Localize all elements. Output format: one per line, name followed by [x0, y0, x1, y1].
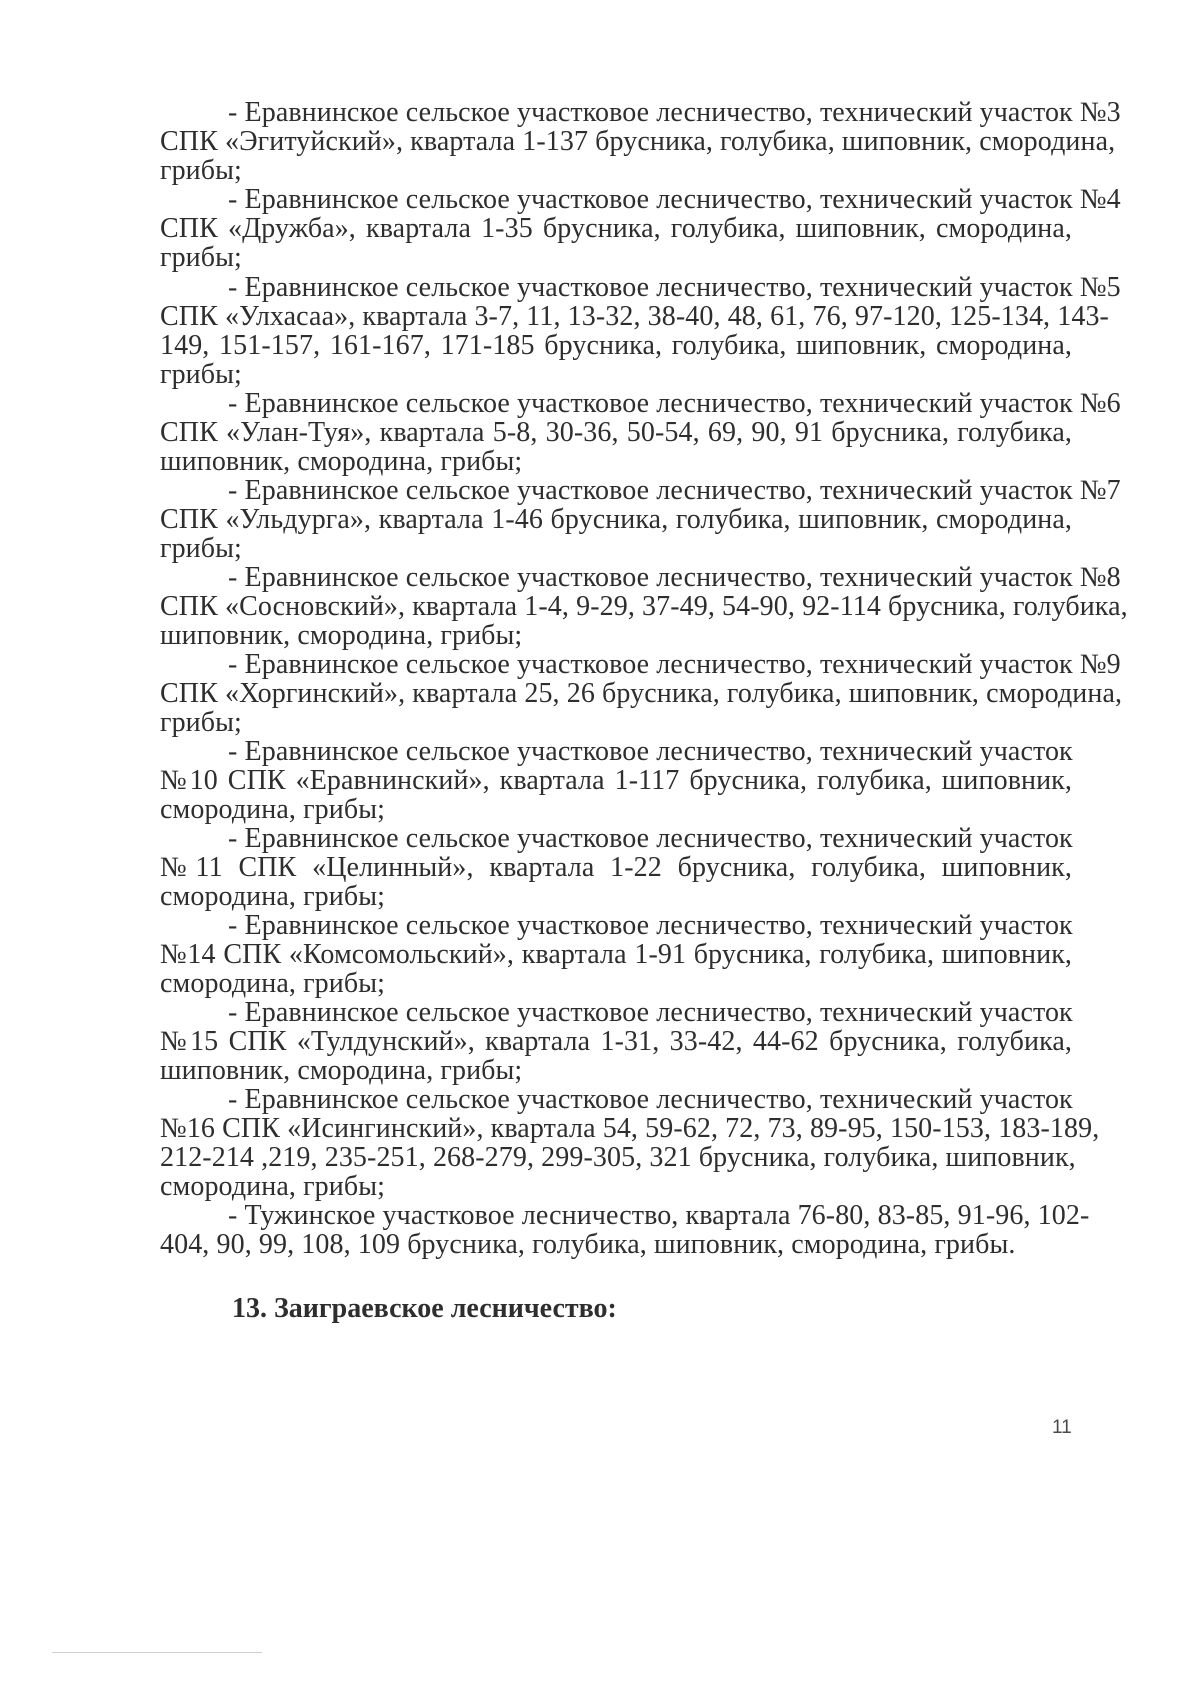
text-line: №16 СПК «Исингинский», квартала 54, 59-62, 72, 73, 89-95, 150-153, 183-189,: [160, 1113, 1100, 1144]
text-line: смородина, грибы;: [160, 1171, 385, 1202]
text-line: 149, 151-157, 161-167, 171-185 брусника, голубика, шиповник, смородина,: [160, 330, 1072, 361]
text-line: грибы;: [160, 359, 242, 390]
text-line: - Тужинское участковое лесничество, квартала 76-80, 83-85, 91-96, 102-: [228, 1200, 1090, 1231]
text-line: - Еравнинское сельское участковое лесничество, технический участок: [228, 736, 1073, 767]
text-line: грибы;: [160, 155, 242, 186]
section-heading: 13. Заиграевское лесничество:: [232, 1293, 617, 1324]
text-line: - Еравнинское сельское участковое лесничество, технический участок №3: [228, 97, 1121, 128]
text-line: - Еравнинское сельское участковое лесничество, технический участок №9: [228, 649, 1121, 680]
text-line: №14 СПК «Комсомольский», квартала 1-91 брусника, голубика, шиповник,: [160, 939, 1072, 970]
text-line: СПК «Сосновский», квартала 1-4, 9-29, 37-49, 54-90, 92-114 брусника, голубика,: [160, 591, 1128, 622]
text-line: смородина, грибы;: [160, 794, 385, 825]
text-line: №15 СПК «Тулдунский», квартала 1-31, 33-42, 44-62 брусника, голубика,: [160, 1026, 1072, 1057]
text-line: шиповник, смородина, грибы;: [160, 446, 523, 477]
text-line: - Еравнинское сельское участковое лесничество, технический участок №8: [228, 562, 1121, 593]
text-line: №11 СПК «Целинный», квартала 1-22 брусника, голубика, шиповник,: [160, 852, 1072, 883]
text-line: СПК «Эгитуйский», квартала 1-137 брусника, голубика, шиповник, смородина,: [160, 126, 1116, 157]
text-line: 404, 90, 99, 108, 109 брусника, голубика, шиповник, смородина, грибы.: [160, 1229, 1016, 1260]
page-number: 11: [1052, 1417, 1072, 1438]
text-line: - Еравнинское сельское участковое лесничество, технический участок: [228, 823, 1073, 854]
text-line: №10 СПК «Еравнинский», квартала 1-117 брусника, голубика, шиповник,: [160, 765, 1072, 796]
text-line: грибы;: [160, 533, 242, 564]
text-line: СПК «Дружба», квартала 1-35 брусника, голубика, шиповник, смородина,: [160, 213, 1072, 244]
text-line: - Еравнинское сельское участковое лесничество, технический участок: [228, 1084, 1073, 1115]
text-line: смородина, грибы;: [160, 968, 385, 999]
text-line: - Еравнинское сельское участковое лесничество, технический участок №5: [228, 272, 1121, 303]
text-line: СПК «Ульдурга», квартала 1-46 брусника, голубика, шиповник, смородина,: [160, 504, 1072, 535]
text-line: грибы;: [160, 707, 242, 738]
scan-artifact-line: [52, 1652, 262, 1653]
text-line: шиповник, смородина, грибы;: [160, 620, 523, 651]
text-line: - Еравнинское сельское участковое лесничество, технический участок №6: [228, 388, 1121, 419]
text-line: - Еравнинское сельское участковое лесничество, технический участок №7: [228, 475, 1121, 506]
text-line: - Еравнинское сельское участковое лесничество, технический участок: [228, 910, 1073, 941]
text-line: СПК «Хоргинский», квартала 25, 26 брусника, голубика, шиповник, смородина,: [160, 678, 1123, 709]
text-line: грибы;: [160, 242, 242, 273]
text-line: СПК «Улан-Туя», квартала 5-8, 30-36, 50-54, 69, 90, 91 брусника, голубика,: [160, 417, 1072, 448]
text-line: - Еравнинское сельское участковое лесничество, технический участок №4: [228, 184, 1121, 215]
text-line: смородина, грибы;: [160, 881, 385, 912]
text-line: 212-214 ,219, 235-251, 268-279, 299-305, 321 брусника, голубика, шиповник,: [160, 1142, 1076, 1173]
text-line: - Еравнинское сельское участковое лесничество, технический участок: [228, 997, 1073, 1028]
text-line: шиповник, смородина, грибы;: [160, 1055, 523, 1086]
text-line: СПК «Улхасаа», квартала 3-7, 11, 13-32, 38-40, 48, 61, 76, 97-120, 125-134, 143-: [160, 301, 1109, 332]
